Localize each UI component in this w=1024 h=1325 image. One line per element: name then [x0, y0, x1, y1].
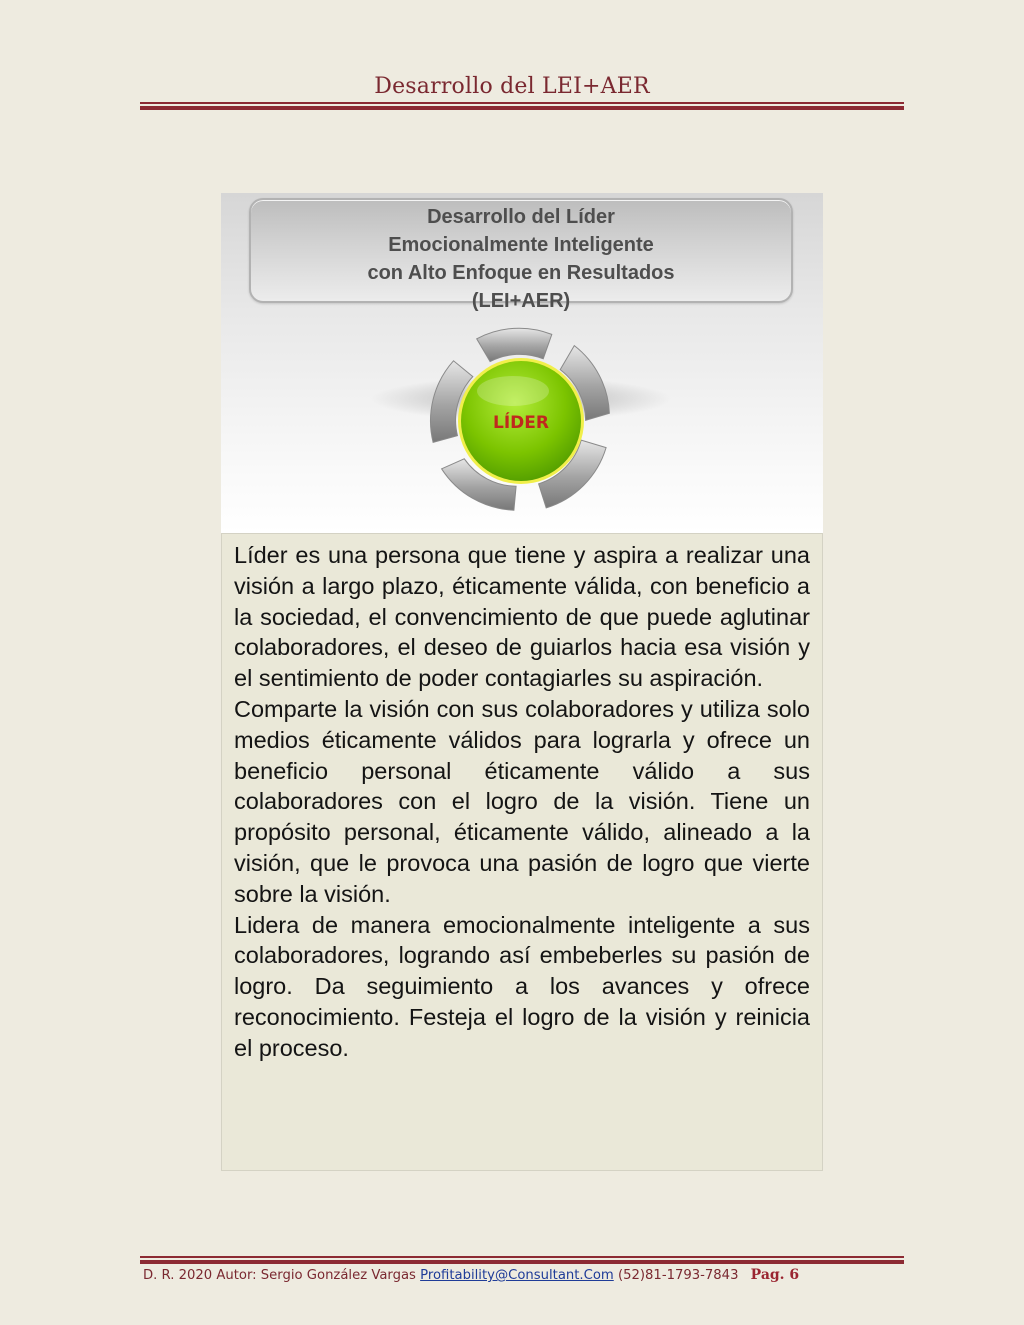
paragraph-2: Comparte la visión con sus colaboradores y utiliza solo medios éticamente válidos para lograrla y ofrece un beneficio personal éticamente válido a sus colaboradores con el logro de la visión. Tiene un propósito personal, éticamente válido, alineado a la visión, que le provoca una pasión de logro que vierte sobre la visión. — [234, 695, 810, 907]
diagram-title-line-3: con Alto Enfoque en Resultados — [367, 262, 675, 284]
footer-rule — [140, 1256, 904, 1264]
diagram-title-line-2: Emocionalmente Inteligente — [388, 234, 654, 256]
diagram-title-line-4: (LEI+AER) — [471, 290, 571, 312]
paragraph-1: Líder es una persona que tiene y aspira a realizar una visión a largo plazo, éticamente válida, con beneficio a la sociedad, el convencimiento de que puede aglutinar colaboradores, el deseo de guiarlos hacia esa visión y el sentimiento de poder contagiarles su aspiración. — [234, 542, 810, 692]
footer-email-link[interactable]: Profitability@Consultant.Com — [420, 1268, 614, 1283]
header-title: Desarrollo del LEI+AER — [374, 74, 650, 99]
footer-phone: (52)81-1793-7843 — [617, 1268, 739, 1283]
paragraph-3: Lidera de manera emocionalmente inteligente a sus colaboradores, logrando así embeberles su pasión de logro. Da seguimiento a los avances y ofrece reconocimiento. Festeja el logro de la visión y reinicia el proceso. — [234, 911, 810, 1061]
diagram-title-box — [249, 198, 793, 312]
leader-diagram — [221, 193, 823, 533]
footer-author: D. R. 2020 Autor: Sergio González Vargas — [143, 1268, 416, 1283]
header-rule — [140, 102, 904, 110]
center-label: LÍDER — [493, 413, 549, 433]
footer — [143, 1267, 799, 1283]
page-number: Pag. 6 — [750, 1267, 800, 1283]
cycle-graphic — [366, 311, 676, 531]
diagram-title-line-1: Desarrollo del Líder — [427, 206, 615, 228]
definition-textbox — [221, 533, 823, 1171]
